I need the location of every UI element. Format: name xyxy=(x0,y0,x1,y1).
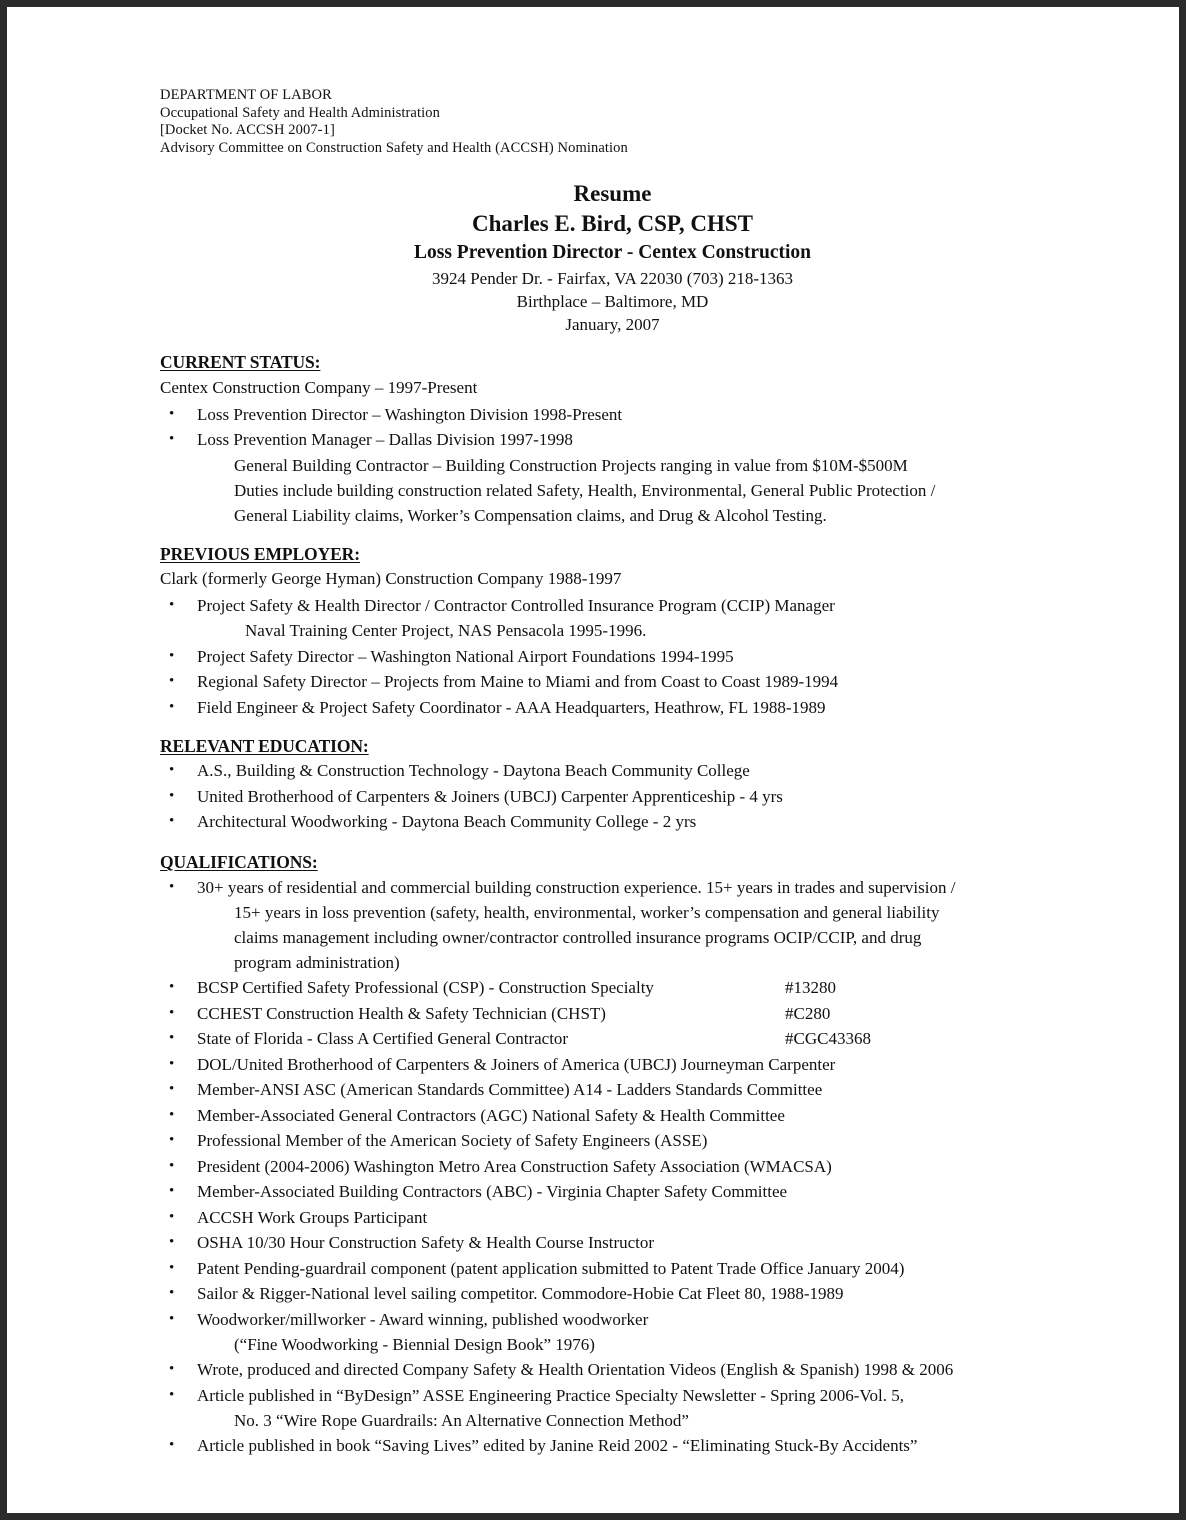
list-item xyxy=(160,1052,1065,1077)
bullet-icon: • xyxy=(169,405,175,422)
list-item-label: A.S., Building & Construction Technology - Daytona Beach Community College xyxy=(197,761,750,780)
list-item-label: Member-ANSI ASC (American Standards Committee) A14 - Ladders Standards Committee xyxy=(197,1080,823,1099)
list-item xyxy=(160,1357,1065,1382)
bullet-icon: • xyxy=(169,1081,175,1097)
list-item-label: Regional Safety Director – Projects from Maine to Miami and from Coast to Coast 1989-1994 xyxy=(197,672,839,691)
bullet-icon: • xyxy=(169,1004,175,1021)
list-item xyxy=(160,427,1065,452)
section-heading-previous-employer: PREVIOUS EMPLOYER: xyxy=(160,543,360,564)
agency-line-docket: [Docket No. ACCSH 2007-1] xyxy=(160,122,335,138)
qualification-row xyxy=(197,1026,1065,1051)
list-item xyxy=(160,758,1065,783)
qualification-row xyxy=(197,1001,1065,1026)
list-item xyxy=(160,1179,1065,1204)
bullet-icon: • xyxy=(169,597,175,613)
list-item-label: BCSP Certified Safety Professional (CSP) - Construction Specialty xyxy=(197,978,654,997)
bullet-icon: • xyxy=(169,698,175,715)
list-item-label: Loss Prevention Director – Washington Division 1998-Present xyxy=(197,404,623,424)
certificate-number: #CGC43368 xyxy=(785,1029,871,1048)
bullet-icon: • xyxy=(169,1183,175,1199)
bullet-icon: • xyxy=(169,431,175,447)
list-item xyxy=(160,1103,1065,1128)
list-item-subline: claims management including owner/contractor controlled insurance programs OCIP/CCIP, and drug xyxy=(234,927,922,947)
list-item-label: Article published in book “Saving Lives” edited by Janine Reid 2002 - “Eliminating Stuck-By Accidents” xyxy=(197,1436,918,1455)
resume-title-block xyxy=(160,179,1065,336)
list-item-label: Woodworker/millworker - Award winning, published woodworker xyxy=(197,1309,649,1329)
list-item-label: Professional Member of the American Society of Safety Engineers (ASSE) xyxy=(197,1131,708,1150)
bullet-icon: • xyxy=(169,762,175,778)
list-item xyxy=(160,1433,1065,1458)
agency-line-administration: Occupational Safety and Health Administration xyxy=(160,104,440,121)
bullet-icon: • xyxy=(169,1386,175,1403)
current-status-employer: Centex Construction Company – 1997-Present xyxy=(160,377,478,397)
candidate-birthplace: Birthplace – Baltimore, MD xyxy=(516,292,709,311)
section-heading-relevant-education: RELEVANT EDUCATION: xyxy=(160,735,369,756)
list-item xyxy=(160,1026,1065,1051)
bullet-icon: • xyxy=(169,1259,175,1276)
list-item-label: Wrote, produced and directed Company Safety & Health Orientation Videos (English & Spanish) 1998 & 2006 xyxy=(197,1360,954,1379)
list-item xyxy=(160,1307,1065,1357)
list-item-subline: (“Fine Woodworking - Biennial Design Book” 1976) xyxy=(234,1334,595,1354)
qualifications-list xyxy=(160,875,1065,1459)
certificate-number: #C280 xyxy=(785,1003,831,1023)
agency-header xyxy=(160,87,1065,157)
list-item-subline: No. 3 “Wire Rope Guardrails: An Alternative Connection Method” xyxy=(234,1410,689,1430)
list-item xyxy=(160,1205,1065,1230)
list-item xyxy=(160,784,1065,809)
duty-line: General Liability claims, Worker’s Compensation claims, and Drug & Alcohol Testing. xyxy=(234,505,827,525)
list-item-subline: Naval Training Center Project, NAS Pensacola 1995-1996. xyxy=(245,621,647,640)
list-item-label: Patent Pending-guardrail component (patent application submitted to Patent Trade Office January 2004) xyxy=(197,1258,905,1278)
bullet-icon: • xyxy=(169,1234,175,1250)
duty-line: General Building Contractor – Building Construction Projects ranging in value from $10M-$500M xyxy=(234,455,908,475)
list-item xyxy=(160,1281,1065,1306)
list-item-subline: program administration) xyxy=(234,952,400,972)
list-item-subline: 15+ years in loss prevention (safety, health, environmental, worker’s compensation and general liability xyxy=(234,902,940,922)
list-item xyxy=(160,809,1065,834)
list-item-label: President (2004-2006) Washington Metro Area Construction Safety Association (WMACSA) xyxy=(197,1156,832,1176)
list-item-label: DOL/United Brotherhood of Carpenters & Joiners of America (UBCJ) Journeyman Carpenter xyxy=(197,1054,836,1074)
list-item xyxy=(160,402,1065,427)
bullet-icon: • xyxy=(169,1055,175,1072)
list-item xyxy=(160,1128,1065,1153)
bullet-icon: • xyxy=(169,1310,175,1327)
list-item-label: Member-Associated Building Contractors (ABC) - Virginia Chapter Safety Committee xyxy=(197,1182,788,1201)
list-item xyxy=(160,644,1065,669)
list-item xyxy=(160,695,1065,720)
bullet-icon: • xyxy=(169,647,175,664)
list-item xyxy=(160,593,1065,643)
list-item xyxy=(160,669,1065,694)
previous-employer-list xyxy=(160,593,1065,720)
bullet-icon: • xyxy=(169,1208,175,1225)
bullet-icon: • xyxy=(169,979,175,995)
candidate-address: 3924 Pender Dr. - Fairfax, VA 22030 (703) 218-1363 xyxy=(431,269,794,288)
previous-employer-company: Clark (formerly George Hyman) Construction Company 1988-1997 xyxy=(160,569,622,588)
list-item-label: OSHA 10/30 Hour Construction Safety & Health Course Instructor xyxy=(197,1233,655,1252)
current-status-list xyxy=(160,402,1065,453)
list-item xyxy=(160,1383,1065,1433)
list-item-label: Article published in “ByDesign” ASSE Engineering Practice Specialty Newsletter - Spring 2006-Vol. 5, xyxy=(197,1385,904,1405)
list-item-label: Architectural Woodworking - Daytona Beach Community College - 2 yrs xyxy=(197,812,697,831)
agency-line-committee: Advisory Committee on Construction Safety and Health (ACCSH) Nomination xyxy=(160,139,628,156)
document-content xyxy=(160,87,1065,1459)
candidate-name: Charles E. Bird, CSP, CHST xyxy=(472,211,753,236)
section-heading-current-status: CURRENT STATUS: xyxy=(160,352,321,372)
bullet-icon: • xyxy=(169,787,175,804)
list-item xyxy=(160,875,1065,975)
bullet-icon: • xyxy=(169,1285,175,1301)
list-item-label: Project Safety & Health Director / Contractor Controlled Insurance Program (CCIP) Manager xyxy=(197,596,835,615)
list-item-label: CCHEST Construction Health & Safety Technician (CHST) xyxy=(197,1003,606,1023)
list-item xyxy=(160,1001,1065,1026)
bullet-icon: • xyxy=(169,1030,175,1046)
list-item xyxy=(160,975,1065,1000)
section-heading-qualifications: QUALIFICATIONS: xyxy=(160,852,318,872)
agency-line-department: DEPARTMENT OF LABOR xyxy=(160,87,332,103)
qualification-row xyxy=(197,975,1065,1000)
resume-date: January, 2007 xyxy=(565,315,660,334)
bullet-icon: • xyxy=(169,1106,175,1123)
list-item-label: 30+ years of residential and commercial building construction experience. 15+ years in trades and supervision / xyxy=(197,877,956,897)
bullet-icon: • xyxy=(169,1157,175,1174)
current-status-duties xyxy=(160,453,1065,528)
bullet-icon: • xyxy=(169,1132,175,1148)
list-item-label: Field Engineer & Project Safety Coordinator - AAA Headquarters, Heathrow, FL 1988-1989 xyxy=(197,697,826,717)
list-item xyxy=(160,1077,1065,1102)
list-item-label: Loss Prevention Manager – Dallas Division 1997-1998 xyxy=(197,430,573,449)
list-item-label: State of Florida - Class A Certified General Contractor xyxy=(197,1029,569,1048)
bullet-icon: • xyxy=(169,813,175,829)
duty-line: Duties include building construction related Safety, Health, Environmental, General Public Protection / xyxy=(234,480,936,500)
bullet-icon: • xyxy=(169,1361,175,1377)
list-item-label: Project Safety Director – Washington National Airport Foundations 1994-1995 xyxy=(197,646,734,666)
list-item-label: Sailor & Rigger-National level sailing competitor. Commodore-Hobie Cat Fleet 80, 1988-1989 xyxy=(197,1284,844,1303)
list-item xyxy=(160,1154,1065,1179)
list-item xyxy=(160,1230,1065,1255)
bullet-icon: • xyxy=(169,878,175,895)
list-item xyxy=(160,1256,1065,1281)
list-item-label: Member-Associated General Contractors (AGC) National Safety & Health Committee xyxy=(197,1105,785,1125)
relevant-education-list xyxy=(160,758,1065,834)
certificate-number: #13280 xyxy=(785,978,836,997)
document-page xyxy=(7,7,1179,1513)
bullet-icon: • xyxy=(169,673,175,689)
list-item-label: ACCSH Work Groups Participant xyxy=(197,1207,428,1227)
candidate-job-title: Loss Prevention Director - Centex Construction xyxy=(414,242,811,263)
bullet-icon: • xyxy=(169,1437,175,1453)
list-item-label: United Brotherhood of Carpenters & Joiners (UBCJ) Carpenter Apprenticeship - 4 yrs xyxy=(197,786,783,806)
page-title: Resume xyxy=(573,181,652,206)
